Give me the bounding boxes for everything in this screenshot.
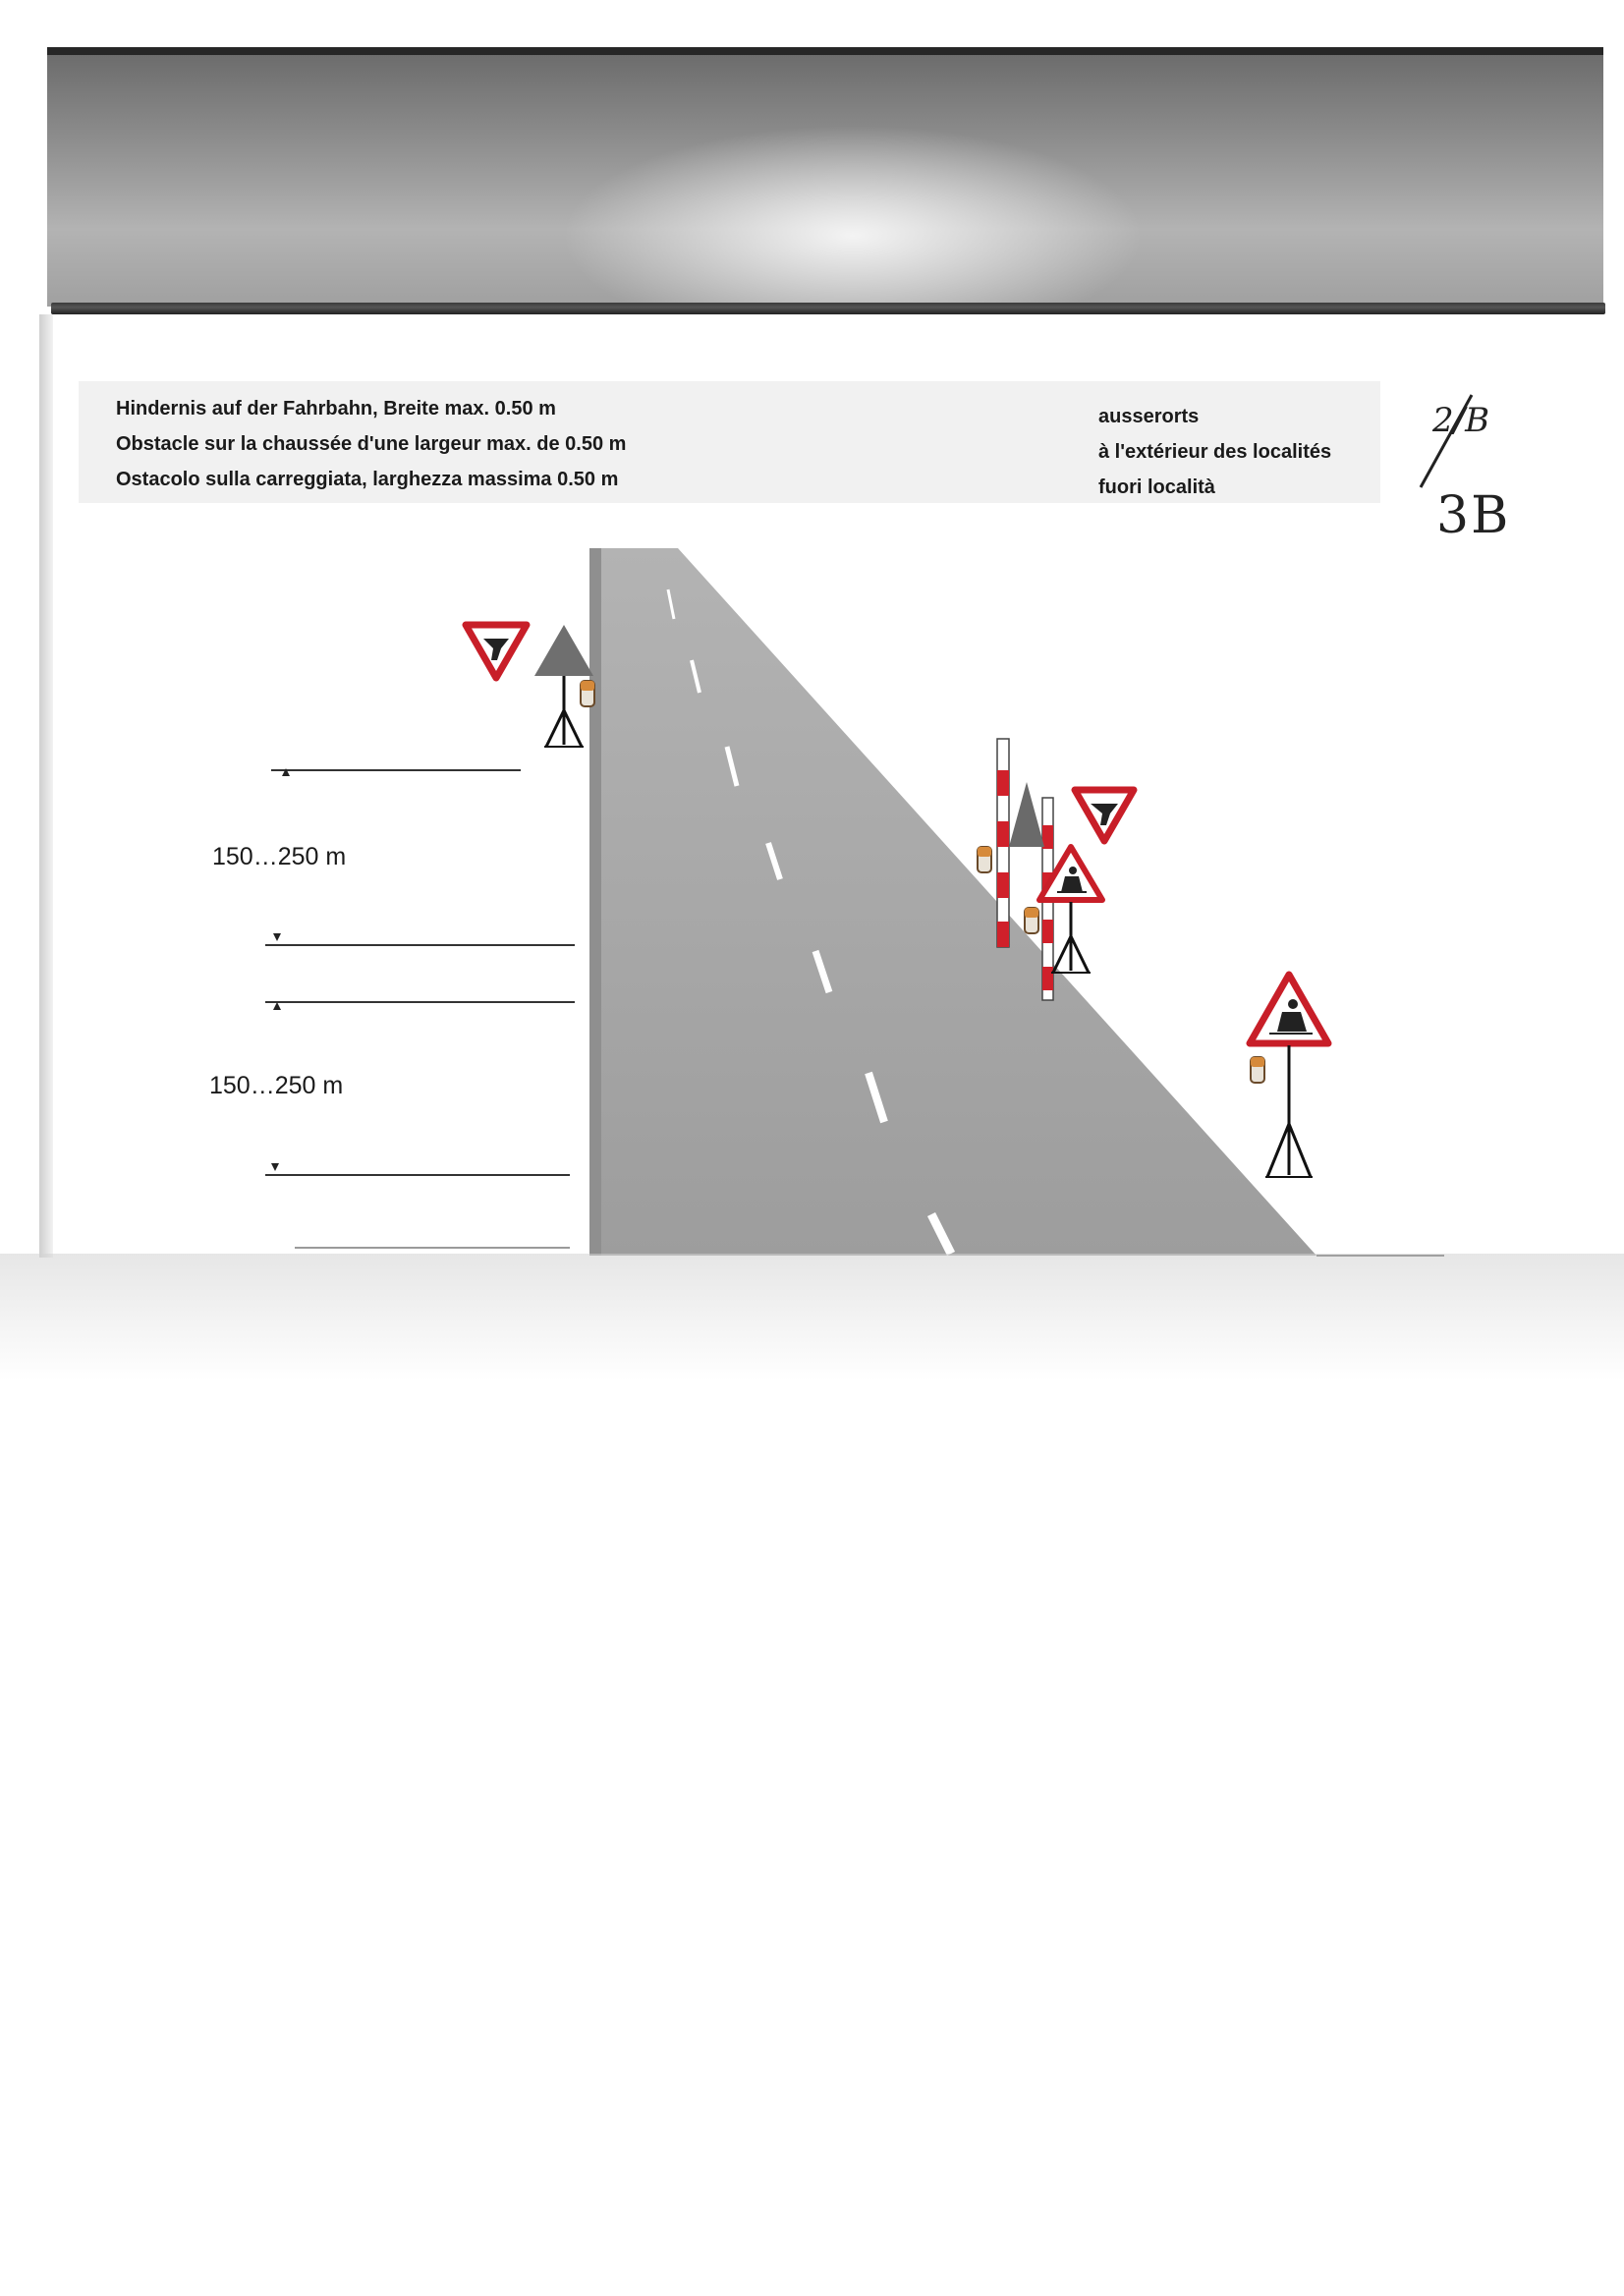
give-way-icon <box>1075 790 1134 841</box>
give-way-icon <box>466 625 527 678</box>
location-french: à l'extérieur des localités <box>1098 441 1332 463</box>
barrier-post-icon <box>997 739 1009 947</box>
location-german: ausserorts <box>1098 406 1200 427</box>
distance-label-lower: 150…250 m <box>209 1072 344 1099</box>
marker-arrow-down <box>273 933 281 941</box>
marker-arrow-up <box>273 1002 281 1010</box>
title-french: Obstacle sur la chaussée d'une largeur max. de 0.50 m <box>116 433 627 455</box>
marker-arrow-down <box>271 1163 279 1171</box>
road-shoulder-shadow <box>589 548 601 1256</box>
distance-label-upper: 150…250 m <box>212 843 347 870</box>
warning-lamp-icon <box>1251 1057 1264 1083</box>
scan-shadow-bottom <box>0 1254 1624 1381</box>
sheet-code: 3B <box>1436 486 1511 545</box>
title-german: Hindernis auf der Fahrbahn, Breite max. 0.50 m <box>116 398 556 420</box>
location-italian: fuori località <box>1098 476 1215 498</box>
warning-lamp-icon <box>581 681 594 706</box>
tripod-stand <box>1051 902 1091 973</box>
warning-lamp-icon <box>978 847 991 872</box>
warning-triangle-icon <box>1009 782 1044 847</box>
warning-triangle-icon <box>534 625 593 676</box>
tripod-stand <box>1265 1045 1313 1177</box>
distance-markers <box>265 768 575 1175</box>
roadwork-icon <box>1250 975 1328 1043</box>
title-italian: Ostacolo sulla carreggiata, larghezza massima 0.50 m <box>116 469 619 490</box>
tripod-stand <box>544 676 584 747</box>
road-surface <box>589 548 1316 1256</box>
page-number: 2/B <box>1432 401 1490 440</box>
warning-lamp-icon <box>1025 908 1038 933</box>
